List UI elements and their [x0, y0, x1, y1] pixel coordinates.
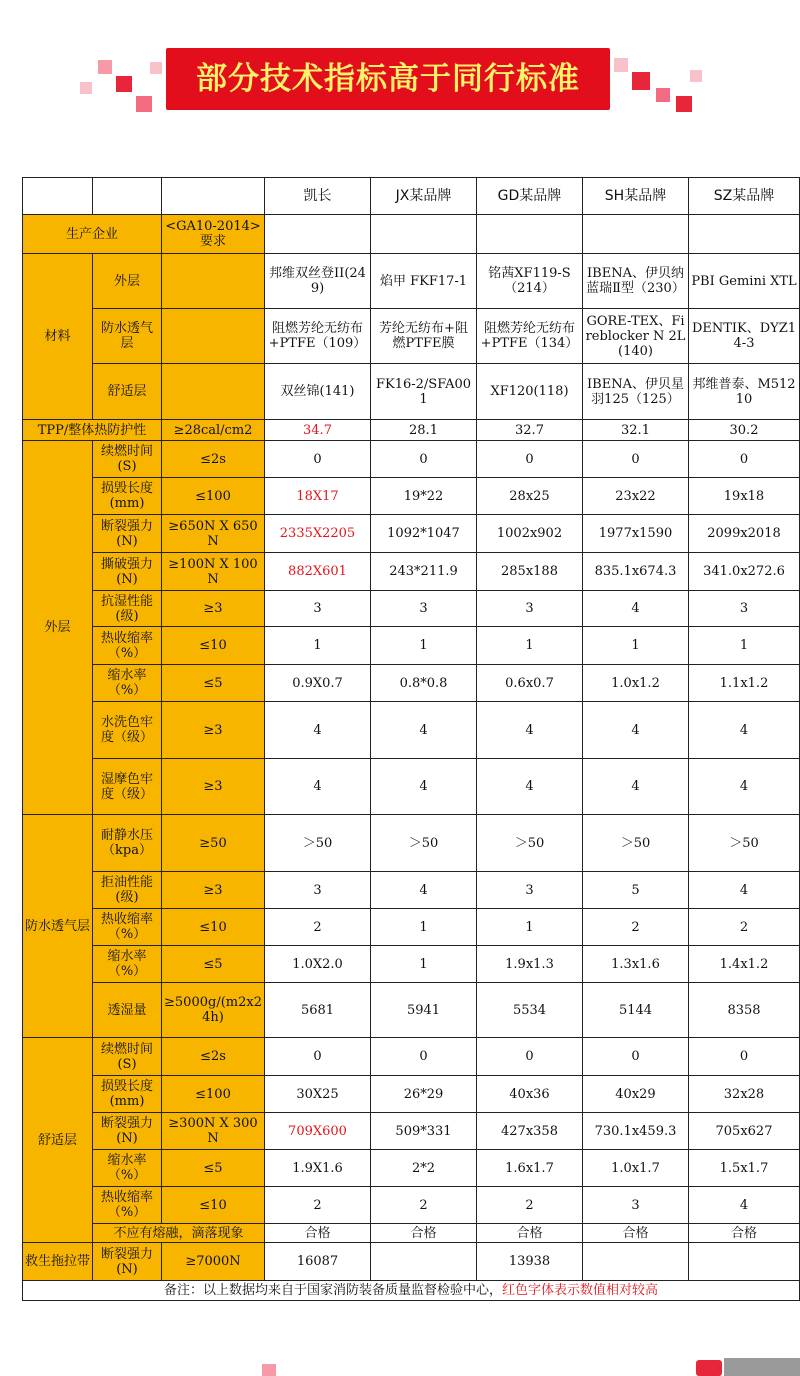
- table-cell: 23x22: [583, 478, 689, 515]
- row-requirement: ≥3: [162, 702, 265, 759]
- table-cell: 芳纶无纺布+阻燃PTFE膜: [371, 309, 477, 364]
- table-cell: [689, 1243, 800, 1281]
- table-row: [23, 254, 800, 309]
- table-cell: 19*22: [371, 478, 477, 515]
- row-requirement: ≤2s: [162, 441, 265, 478]
- table-cell: 835.1x674.3: [583, 553, 689, 591]
- row-label: 断裂强力(N): [93, 515, 162, 553]
- brand-header: JX某品牌: [371, 178, 477, 215]
- row-label: 拒油性能(级): [93, 872, 162, 909]
- row-label: 热收缩率（%）: [93, 909, 162, 946]
- footer-strip: [0, 1358, 800, 1376]
- table-cell: 阻燃芳纶无纺布+PTFE（134）: [477, 309, 583, 364]
- table-cell: 0: [477, 1038, 583, 1076]
- table-cell: [265, 215, 371, 254]
- table-cell: 427x358: [477, 1113, 583, 1150]
- table-cell: 1.9x1.3: [477, 946, 583, 983]
- table-cell: FK16-2/SFA001: [371, 364, 477, 420]
- decor-square: [632, 72, 650, 90]
- row-requirement: [162, 254, 265, 309]
- table-cell: 32.1: [583, 420, 689, 441]
- brand-header: 凯长: [265, 178, 371, 215]
- table-cell: 2: [689, 909, 800, 946]
- table-cell: 4: [583, 759, 689, 815]
- row-requirement: ≤5: [162, 1150, 265, 1187]
- row-requirement: [162, 364, 265, 420]
- group-label: 防水透气层: [23, 815, 93, 1038]
- row-requirement: ≥300N X 300N: [162, 1113, 265, 1150]
- group-label: 外层: [23, 441, 93, 815]
- table-cell: 341.0x272.6: [689, 553, 800, 591]
- decor-square: [136, 96, 152, 112]
- table-cell: GORE-TEX、Fireblocker N 2L(140): [583, 309, 689, 364]
- producer-row: [23, 215, 800, 254]
- table-cell: 0: [689, 441, 800, 478]
- table-cell: 0: [371, 1038, 477, 1076]
- row-label: 缩水率（%）: [93, 1150, 162, 1187]
- table-cell: 4: [371, 872, 477, 909]
- row-label: 透湿量: [93, 983, 162, 1038]
- row-label: 水洗色牢度（级）: [93, 702, 162, 759]
- table-cell: 1: [689, 627, 800, 665]
- decor-square: [614, 58, 628, 72]
- table-cell: XF120(118): [477, 364, 583, 420]
- brand-header-row: [23, 178, 800, 215]
- row-label: 湿摩色牢度（级）: [93, 759, 162, 815]
- table-cell: 1092*1047: [371, 515, 477, 553]
- row-requirement: ≥5000g/(m2x24h): [162, 983, 265, 1038]
- table-cell: 1977x1590: [583, 515, 689, 553]
- row-label: 损毁长度(mm): [93, 1076, 162, 1113]
- decor-square: [690, 70, 702, 82]
- table-cell: 5681: [265, 983, 371, 1038]
- table-row: [23, 1038, 800, 1076]
- row-requirement: ≤5: [162, 946, 265, 983]
- brand-header: SH某品牌: [583, 178, 689, 215]
- table-cell: 邦维双丝登II(249): [265, 254, 371, 309]
- header-banner: [0, 0, 800, 130]
- table-cell: 285x188: [477, 553, 583, 591]
- table-row: [23, 1150, 800, 1187]
- table-cell: 1: [371, 909, 477, 946]
- table-cell: 34.7: [265, 420, 371, 441]
- table-cell: [477, 215, 583, 254]
- table-row: [23, 591, 800, 627]
- row-requirement: ≥7000N: [162, 1243, 265, 1281]
- table-cell: 30.2: [689, 420, 800, 441]
- row-requirement: ≥100N X 100N: [162, 553, 265, 591]
- table-row: [23, 515, 800, 553]
- table-cell: 882X601: [265, 553, 371, 591]
- footnote-highlight: 红色字体表示数值相对较高: [502, 1283, 659, 1298]
- table-cell: 双丝锦(141): [265, 364, 371, 420]
- row-requirement: [162, 309, 265, 364]
- table-row: [23, 983, 800, 1038]
- table-cell: 730.1x459.3: [583, 1113, 689, 1150]
- table-cell: 0: [265, 1038, 371, 1076]
- tpp-row: [23, 420, 800, 441]
- table-cell: DENTIK、DYZ14-3: [689, 309, 800, 364]
- table-cell: 2*2: [371, 1150, 477, 1187]
- row-label: 舒适层: [93, 364, 162, 420]
- table-cell: 1: [583, 627, 689, 665]
- table-cell: 1: [371, 627, 477, 665]
- table-cell: 1002x902: [477, 515, 583, 553]
- table-cell: 0: [689, 1038, 800, 1076]
- table-row: [23, 872, 800, 909]
- table-row: [23, 759, 800, 815]
- row-requirement: ≤10: [162, 909, 265, 946]
- producer-label: 生产企业: [23, 215, 162, 254]
- table-cell: 4: [689, 872, 800, 909]
- row-requirement: ≤100: [162, 478, 265, 515]
- row-requirement: ≤10: [162, 627, 265, 665]
- row-requirement: ≤2s: [162, 1038, 265, 1076]
- table-cell: ＞50: [477, 815, 583, 872]
- table-row: [23, 478, 800, 515]
- table-cell: 2099x2018: [689, 515, 800, 553]
- table-row: [23, 1224, 800, 1243]
- table-cell: 3: [689, 591, 800, 627]
- table-cell: 40x29: [583, 1076, 689, 1113]
- table-cell: 合格: [371, 1224, 477, 1243]
- decor-square: [116, 76, 132, 92]
- table-cell: 32x28: [689, 1076, 800, 1113]
- table-cell: 0: [583, 1038, 689, 1076]
- table-row: [23, 946, 800, 983]
- standard-requirement: <GA10-2014>要求: [162, 215, 265, 254]
- table-cell: 0: [583, 441, 689, 478]
- row-label: 外层: [93, 254, 162, 309]
- row-label: 续燃时间(S): [93, 1038, 162, 1076]
- row-requirement: ≥650N X 650N: [162, 515, 265, 553]
- table-cell: 5: [583, 872, 689, 909]
- row-requirement: ≤10: [162, 1187, 265, 1224]
- table-cell: 16087: [265, 1243, 371, 1281]
- decor-square: [676, 96, 692, 112]
- table-cell: 28.1: [371, 420, 477, 441]
- table-cell: 0: [371, 441, 477, 478]
- table-row: [23, 364, 800, 420]
- row-requirement: ≤5: [162, 665, 265, 702]
- table-row: [23, 815, 800, 872]
- table-cell: 合格: [583, 1224, 689, 1243]
- table-cell: 13938: [477, 1243, 583, 1281]
- table-cell: 焰甲 FKF17-1: [371, 254, 477, 309]
- group-label: 救生拖拉带: [23, 1243, 93, 1281]
- table-cell: 1.0x1.7: [583, 1150, 689, 1187]
- table-cell: 1.1x1.2: [689, 665, 800, 702]
- table-cell: 32.7: [477, 420, 583, 441]
- decor-square: [80, 82, 92, 94]
- table-cell: 705x627: [689, 1113, 800, 1150]
- decor-square: [656, 88, 670, 102]
- table-cell: [371, 215, 477, 254]
- table-cell: 3: [477, 591, 583, 627]
- table-cell: 18X17: [265, 478, 371, 515]
- table-cell: 1: [371, 946, 477, 983]
- table-cell: 40x36: [477, 1076, 583, 1113]
- table-cell: 4: [371, 759, 477, 815]
- table-cell: ＞50: [371, 815, 477, 872]
- table-cell: 合格: [689, 1224, 800, 1243]
- table-cell: 3: [477, 872, 583, 909]
- table-cell: 1.4x1.2: [689, 946, 800, 983]
- table-cell: 1.3x1.6: [583, 946, 689, 983]
- table-cell: 2: [265, 1187, 371, 1224]
- row-label: 耐静水压（kpa）: [93, 815, 162, 872]
- table-cell: 509*331: [371, 1113, 477, 1150]
- table-cell: 4: [689, 702, 800, 759]
- table-cell: 1.0X2.0: [265, 946, 371, 983]
- table-cell: 合格: [477, 1224, 583, 1243]
- table-cell: 1: [265, 627, 371, 665]
- row-label: 防水透气层: [93, 309, 162, 364]
- row-label: 断裂强力(N): [93, 1113, 162, 1150]
- table-cell: 28x25: [477, 478, 583, 515]
- row-requirement: ≥28cal/cm2: [162, 420, 265, 441]
- row-label: 续燃时间(S): [93, 441, 162, 478]
- footnote-text: 备注：以上数据均来自于国家消防装备质量监督检验中心，: [163, 1283, 502, 1298]
- table-cell: 5534: [477, 983, 583, 1038]
- table-row: [23, 627, 800, 665]
- decor-square: [724, 1358, 800, 1376]
- table-cell: 邦维普泰、M51210: [689, 364, 800, 420]
- table-cell: 5941: [371, 983, 477, 1038]
- table-cell: [583, 1243, 689, 1281]
- decor-square: [262, 1364, 276, 1376]
- spec-table: [22, 177, 800, 1301]
- row-label: 断裂强力(N): [93, 1243, 162, 1281]
- table-cell: 4: [689, 759, 800, 815]
- table-cell: 0.9X0.7: [265, 665, 371, 702]
- table-cell: 阻燃芳纶无纺布+PTFE（109）: [265, 309, 371, 364]
- row-label: 缩水率（%）: [93, 946, 162, 983]
- table-cell: 8358: [689, 983, 800, 1038]
- table-cell: ＞50: [689, 815, 800, 872]
- table-cell: ＞50: [583, 815, 689, 872]
- table-cell: 26*29: [371, 1076, 477, 1113]
- table-row: [23, 441, 800, 478]
- table-cell: 4: [371, 702, 477, 759]
- footnote: [23, 1281, 800, 1301]
- group-label: 舒适层: [23, 1038, 93, 1243]
- row-requirement: ≥3: [162, 591, 265, 627]
- table-cell: 0: [477, 441, 583, 478]
- table-cell: 19x18: [689, 478, 800, 515]
- table-row: [23, 702, 800, 759]
- row-requirement: ≥3: [162, 872, 265, 909]
- table-cell: PBI Gemini XTL: [689, 254, 800, 309]
- table-row: [23, 553, 800, 591]
- table-cell: 3: [265, 591, 371, 627]
- table-cell: 2: [265, 909, 371, 946]
- table-cell: 4: [477, 759, 583, 815]
- row-label: 缩水率（%）: [93, 665, 162, 702]
- table-cell: 2335X2205: [265, 515, 371, 553]
- row-label: 热收缩率（%）: [93, 627, 162, 665]
- row-requirement: ≥50: [162, 815, 265, 872]
- banner-title: 部分技术指标高于同行标准: [196, 61, 580, 97]
- decor-square: [150, 62, 162, 74]
- table-cell: 3: [371, 591, 477, 627]
- brand-header: SZ某品牌: [689, 178, 800, 215]
- row-requirement: ≥3: [162, 759, 265, 815]
- table-row: [23, 309, 800, 364]
- row-requirement: ≤100: [162, 1076, 265, 1113]
- header-blank: [23, 178, 93, 215]
- table-cell: 1: [477, 909, 583, 946]
- table-cell: IBENA、伊贝纳蓝瑞Ⅱ型（230）: [583, 254, 689, 309]
- table-cell: 0.6x0.7: [477, 665, 583, 702]
- table-cell: 4: [689, 1187, 800, 1224]
- row-label: 不应有熔融，滴落现象: [93, 1224, 265, 1243]
- table-cell: 1.5x1.7: [689, 1150, 800, 1187]
- table-cell: 1.6x1.7: [477, 1150, 583, 1187]
- row-label: 热收缩率（%）: [93, 1187, 162, 1224]
- table-cell: 709X600: [265, 1113, 371, 1150]
- table-row: [23, 1076, 800, 1113]
- table-row: [23, 1187, 800, 1224]
- decor-square: [696, 1360, 722, 1376]
- table-row: [23, 665, 800, 702]
- table-cell: 4: [265, 759, 371, 815]
- table-cell: 2: [477, 1187, 583, 1224]
- table-cell: ＞50: [265, 815, 371, 872]
- table-cell: 2: [371, 1187, 477, 1224]
- table-cell: 1.9X1.6: [265, 1150, 371, 1187]
- table-cell: 4: [583, 591, 689, 627]
- table-cell: 2: [583, 909, 689, 946]
- table-row: [23, 1113, 800, 1150]
- table-cell: 0: [265, 441, 371, 478]
- row-label: TPP/整体热防护性: [23, 420, 162, 441]
- note-row: [23, 1281, 800, 1301]
- table-cell: 3: [265, 872, 371, 909]
- row-label: 撕破强力(N): [93, 553, 162, 591]
- table-cell: 30X25: [265, 1076, 371, 1113]
- table-cell: [583, 215, 689, 254]
- table-cell: 243*211.9: [371, 553, 477, 591]
- table-cell: 3: [583, 1187, 689, 1224]
- table-cell: 5144: [583, 983, 689, 1038]
- row-label: 抗湿性能(级): [93, 591, 162, 627]
- table-cell: 0.8*0.8: [371, 665, 477, 702]
- brand-header: GD某品牌: [477, 178, 583, 215]
- table-cell: 合格: [265, 1224, 371, 1243]
- table-cell: 4: [477, 702, 583, 759]
- header-blank: [93, 178, 162, 215]
- row-label: 损毁长度(mm): [93, 478, 162, 515]
- table-cell: [371, 1243, 477, 1281]
- table-cell: 1.0x1.2: [583, 665, 689, 702]
- table-cell: [689, 215, 800, 254]
- table-cell: 4: [265, 702, 371, 759]
- table-cell: IBENA、伊贝星羽125（125）: [583, 364, 689, 420]
- table-cell: 铭茜XF119-S（214）: [477, 254, 583, 309]
- table-cell: 4: [583, 702, 689, 759]
- table-row: [23, 909, 800, 946]
- table-row: [23, 1243, 800, 1281]
- decor-square: [98, 60, 112, 74]
- header-blank: [162, 178, 265, 215]
- group-label: 材料: [23, 254, 93, 420]
- table-cell: 1: [477, 627, 583, 665]
